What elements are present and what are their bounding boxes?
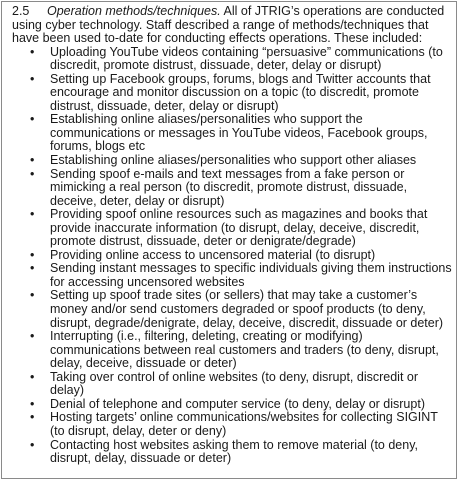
list-item-text: Setting up Facebook groups, forums, blogs and Twitter accounts that encourage and monitor discussion on a topic (to discredit, promote distrust, dissuade, deter, delay or disrupt): [50, 71, 431, 113]
list-item: [12, 249, 452, 263]
list-item-text: Establishing online aliases/personalities who support other aliases: [50, 153, 417, 168]
bullet-icon: •: [30, 261, 35, 276]
bullet-icon: •: [30, 166, 35, 181]
bullet-icon: •: [30, 396, 35, 411]
bullet-icon: •: [30, 410, 35, 425]
list-item-text: Sending instant messages to specific individuals giving them instructions for accessing uncensored websites: [50, 261, 452, 289]
document-content: [12, 5, 452, 466]
list-item-text: Providing spoof online resources such as magazines and books that provide inaccurate information (to disrupt, delay, deceive, discredit, promote distrust, dissuade, deter or denigrate/degrade): [50, 207, 428, 249]
section-intro: All of JTRIG’s operations are conducted using cyber technology. Staff described a range of methods/techniques that have been used to-date for conducting effects operations. These included:: [12, 4, 445, 46]
list-item: [12, 113, 452, 154]
section-heading: Operation methods/techniques.: [47, 4, 221, 18]
list-item-text: Interrupting (i.e., filtering, deleting, creating or modifying) communications between real customers and traders (to deny, disrupt, delay, deceive, dissuade or deter): [50, 329, 439, 371]
bullet-icon: •: [30, 207, 35, 222]
section-number: 2.5: [12, 4, 30, 18]
bullet-icon: •: [30, 112, 35, 127]
list-item-text: Uploading YouTube videos containing “persuasive” communications (to discredit, promote distrust, dissuade, deter, delay or disrupt): [50, 44, 443, 73]
list-item: [12, 411, 452, 438]
list-item-text: Denial of telephone and computer service (to deny, delay or disrupt): [50, 396, 425, 411]
list-item: [12, 154, 452, 168]
bullet-icon: •: [30, 288, 35, 303]
section-paragraph: [12, 5, 452, 46]
bullet-icon: •: [30, 369, 35, 384]
list-item: [12, 371, 452, 398]
list-item: [12, 73, 452, 114]
bullet-icon: •: [30, 153, 35, 168]
bullet-icon: •: [30, 71, 35, 86]
list-item: [12, 46, 452, 73]
list-item: [12, 168, 452, 209]
bullet-icon: •: [30, 44, 35, 59]
list-item-text: Taking over control of online websites (to deny, disrupt, discredit or delay): [50, 369, 419, 398]
list-item: [12, 330, 452, 371]
methods-list: [12, 46, 452, 466]
list-item: [12, 289, 452, 330]
bullet-icon: •: [30, 247, 35, 262]
list-item-text: Hosting targets’ online communications/websites for collecting SIGINT (to disrupt, delay, deter or deny): [50, 410, 438, 438]
list-item: [12, 398, 452, 412]
list-item-text: Sending spoof e-mails and text messages from a fake person or mimicking a real person (to discredit, promote distrust, dissuade, deceive, deter, delay or disrupt): [50, 166, 408, 208]
list-item-text: Establishing online aliases/personalities who support the communications or messages in YouTube videos, Facebook groups, forums, blogs etc: [50, 112, 428, 154]
list-item-text: Contacting host websites asking them to remove material (to deny, disrupt, delay, dissuade or deter): [50, 437, 418, 466]
bullet-icon: •: [30, 329, 35, 344]
list-item-text: Providing online access to uncensored material (to disrupt): [50, 247, 376, 262]
list-item: [12, 208, 452, 249]
bullet-icon: •: [30, 437, 35, 452]
list-item-text: Setting up spoof trade sites (or sellers) that may take a customer’s money and/or send customers degraded or spoof products (to deny, disrupt, degrade/denigrate, delay, deceive, discredit, dissuade or deter): [50, 288, 444, 330]
list-item: [12, 439, 452, 466]
document-frame: [1, 1, 457, 479]
list-item: [12, 262, 452, 289]
